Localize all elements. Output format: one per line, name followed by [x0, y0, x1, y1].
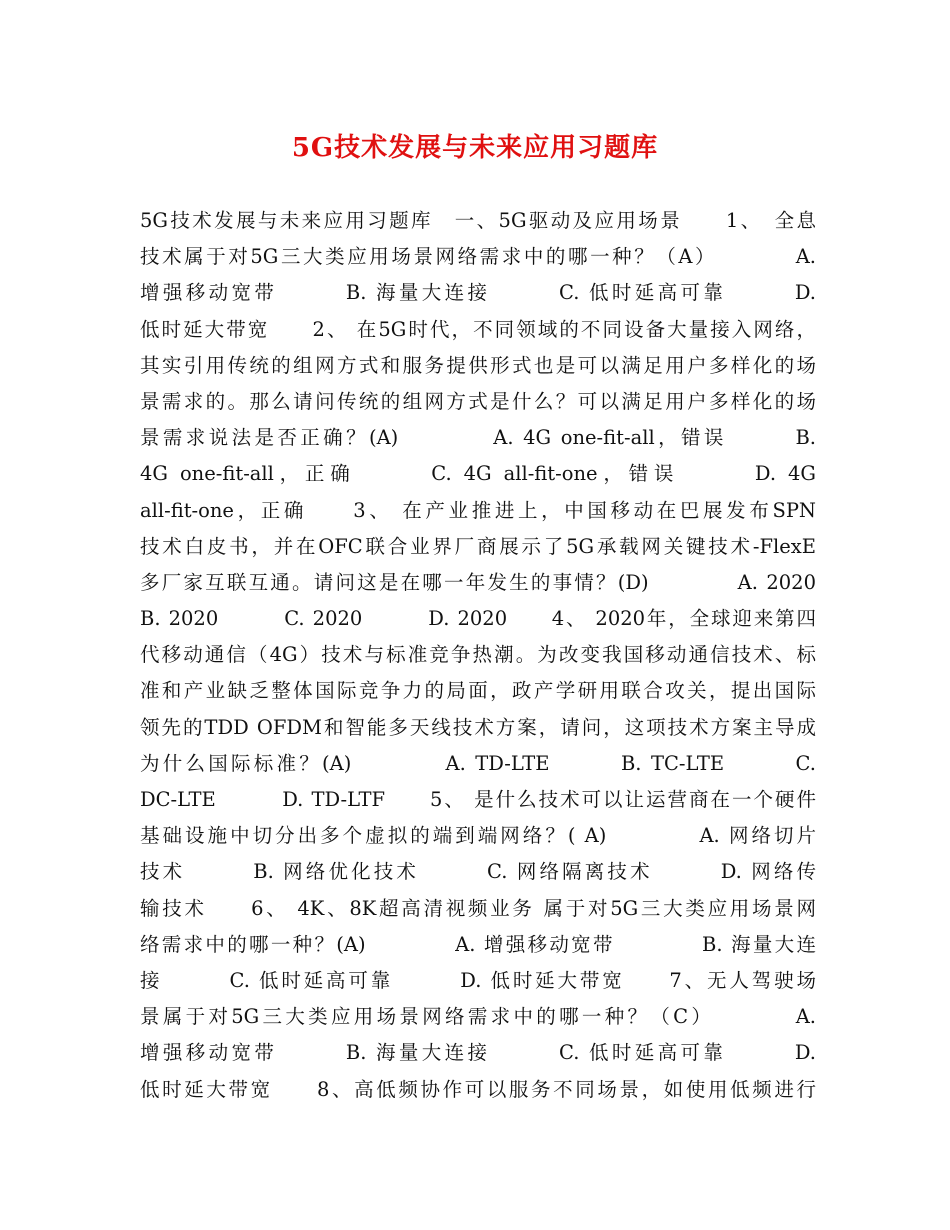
text-line: 接 C. 低时延高可靠 D. 低时延大带宽 7、无人驾驶场 [140, 968, 816, 992]
text-line: 低时延大带宽 2、 在5G时代，不同领域的不同设备大量接入网络， [140, 317, 816, 341]
text-line: 基础设施中切分出多个虚拟的端到端网络？( A) A. 网络切片 [140, 824, 816, 848]
text-line: 4G one-fit-all，正确 C. 4G all-fit-one，错误 D. 4G [140, 462, 816, 486]
text-line: all-fit-one，正确 3、 在产业推进上，中国移动在巴展发布SPN [140, 498, 816, 522]
text-line: 络需求中的哪一种？(A) A. 增强移动宽带 B. 海量大连 [140, 932, 816, 956]
text-line: 其实引用传统的组网方式和服务提供形式也是可以满足用户多样化的场 [140, 353, 816, 377]
text-line: 技术属于对5G三大类应用场景网络需求中的哪一种？（A） A. [140, 245, 816, 269]
text-line: 代移动通信（4G）技术与标准竞争热潮。为改变我国移动通信技术、标 [140, 643, 816, 667]
text-line: 低时延大带宽 8、高低频协作可以服务不同场景，如使用低频进行 [140, 1077, 816, 1101]
text-line: 景属于对5G三大类应用场景网络需求中的哪一种？（C） A. [140, 1005, 816, 1029]
text-line: DC-LTE D. TD-LTF 5、 是什么技术可以让运营商在一个硬件 [140, 788, 816, 811]
text-line: B. 2020 C. 2020 D. 2020 4、 2020年，全球迎来第四 [140, 607, 816, 631]
text-line: 景需求的。那么请问传统的组网方式是什么？可以满足用户多样化的场 [140, 389, 816, 413]
text-line: 输技术 6、 4K、8K超高清视频业务 属于对5G三大类应用场景网 [140, 896, 816, 920]
text-line: 多厂家互联互通。请问这是在哪一年发生的事情？(D) A. 2020 [140, 570, 816, 594]
text-line: 技术 B. 网络优化技术 C. 网络隔离技术 D. 网络传 [140, 860, 816, 884]
text-line: 景需求说法是否正确？(A) A. 4G one-fit-all，错误 B. [140, 426, 816, 450]
text-line: 增强移动宽带 B. 海量大连接 C. 低时延高可靠 D. [140, 1041, 816, 1065]
text-line: 5G技术发展与未来应用习题库 一、5G驱动及应用场景 1、 全息 [140, 209, 816, 232]
document-title: 5G技术发展与未来应用习题库 [291, 133, 659, 163]
question-body [140, 203, 816, 1108]
text-line: 领先的TDD OFDM和智能多天线技术方案，请问，这项技术方案主导成 [140, 715, 816, 739]
text-line: 为什么国际标准？(A) A. TD-LTE B. TC-LTE C. [140, 751, 816, 775]
text-line: 准和产业缺乏整体国际竞争力的局面，政产学研用联合攻关，提出国际 [140, 679, 816, 703]
text-line: 技术白皮书，并在OFC联合业界厂商展示了5G承载网关键技术-FlexE [140, 534, 816, 558]
text-line: 增强移动宽带 B. 海量大连接 C. 低时延高可靠 D. [140, 281, 816, 305]
